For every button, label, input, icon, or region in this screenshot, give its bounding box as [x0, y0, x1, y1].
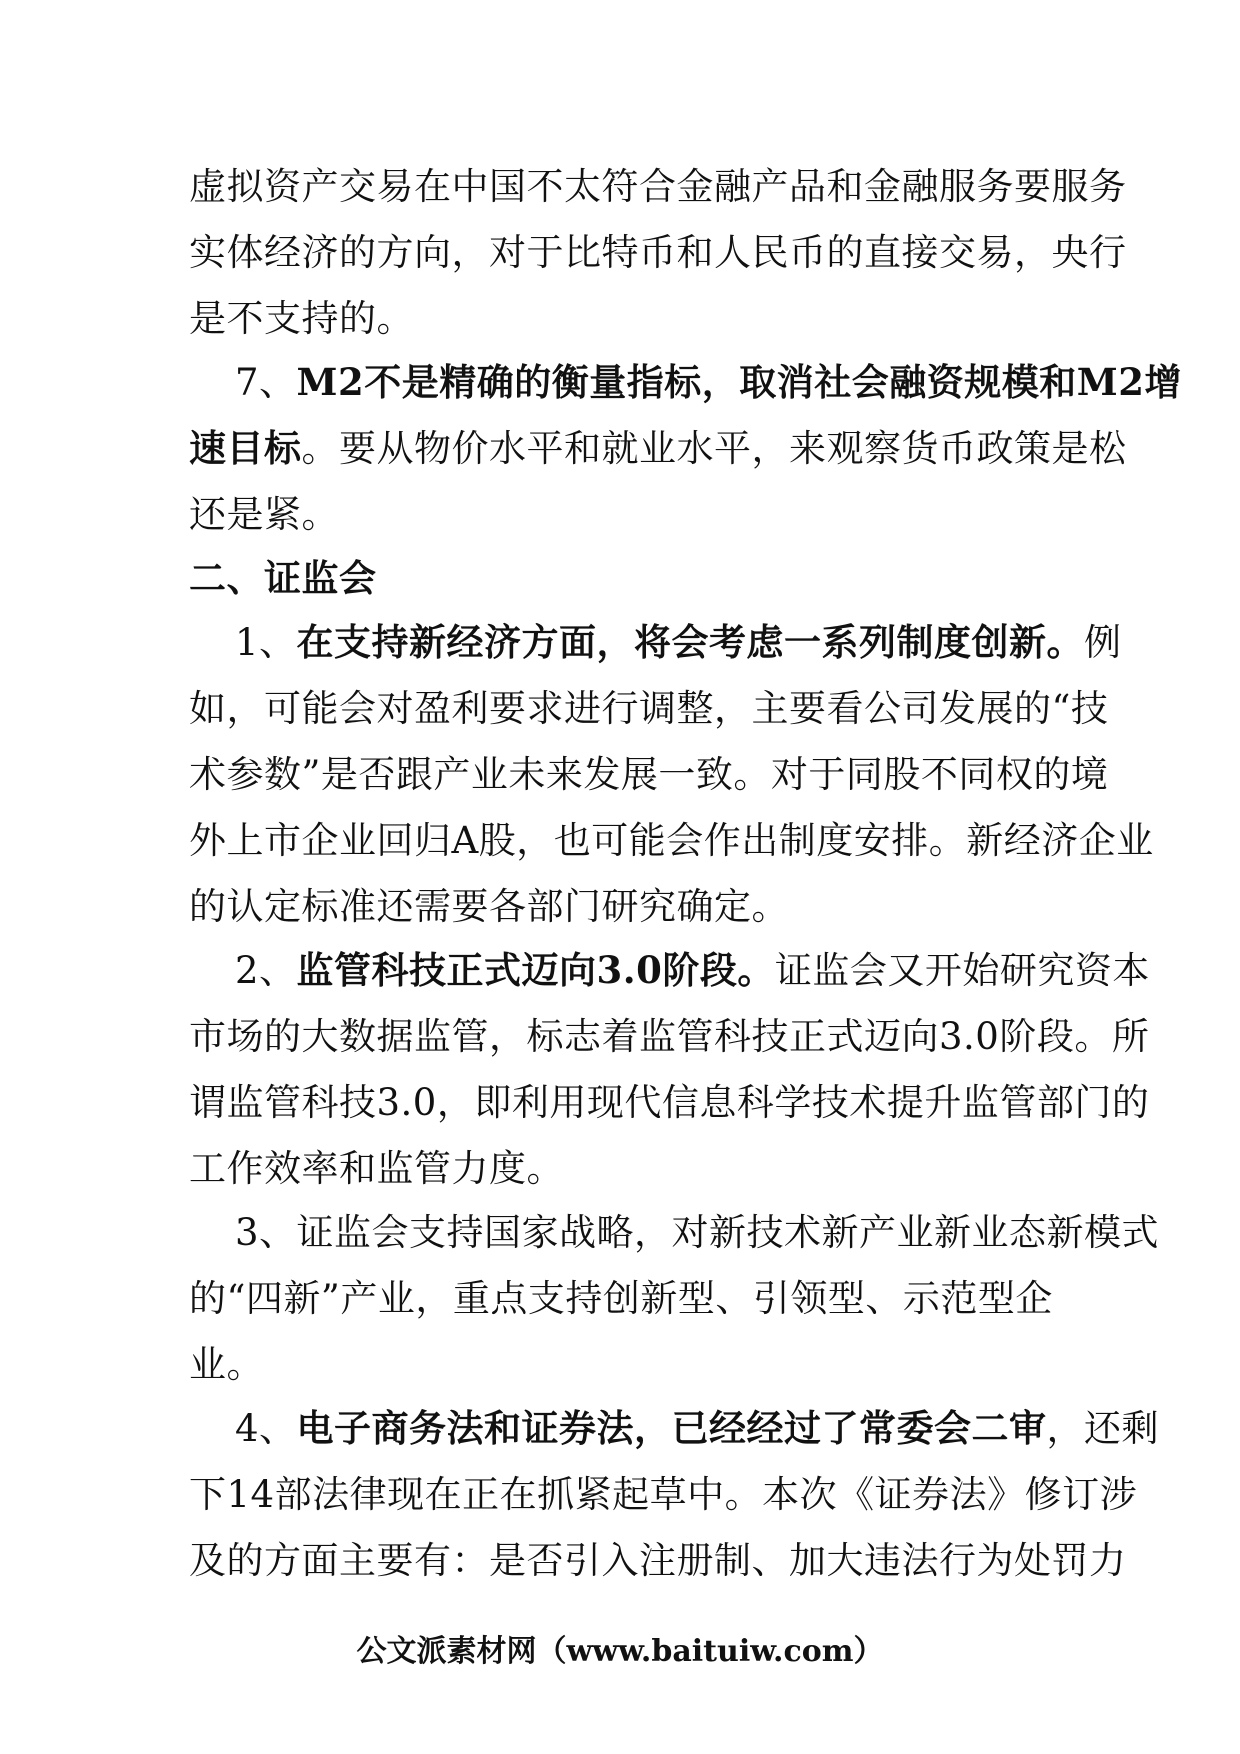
- item-7-bold-text: 速目标: [189, 426, 302, 470]
- item-7-text: 。要从物价水平和就业水平，来观察货币政策是松: [301, 427, 1127, 470]
- item-4-bold-text: 电子商务法和证券法，已经经过了常委会二审: [296, 1406, 1047, 1450]
- item-1-text: 例: [1084, 621, 1122, 664]
- footer-source: 公文派素材网（www.baituiw.com）: [356, 1634, 884, 1669]
- text-line: 及的方面主要有：是否引入注册制、加大违法行为处罚力: [189, 1539, 1127, 1582]
- text-line: 工作效率和监管力度。: [189, 1147, 564, 1190]
- item-7-bold-text: M2不是精确的衡量指标，取消社会融资规模和M2增: [296, 360, 1182, 404]
- text-line: 是不支持的。: [189, 297, 414, 340]
- text-line: 术参数”是否跟产业未来发展一致。对于同股不同权的境: [189, 753, 1109, 796]
- text-line: 外上市企业回归A股，也可能会作出制度安排。新经济企业: [189, 819, 1154, 862]
- item-number: 1、: [235, 621, 297, 664]
- section-heading: 二、证监会: [189, 556, 377, 600]
- text-line: 如，可能会对盈利要求进行调整，主要看公司发展的“技: [189, 687, 1109, 730]
- text-line: 实体经济的方向，对于比特币和人民币的直接交易，央行: [189, 231, 1127, 274]
- item-2-text: 证监会又开始研究资本: [774, 949, 1150, 992]
- text-line: 虚拟资产交易在中国不太符合金融产品和金融服务要服务: [189, 165, 1127, 208]
- text-line: 的认定标准还需要各部门研究确定。: [189, 885, 789, 928]
- text-line: 的“四新”产业，重点支持创新型、引领型、示范型企: [189, 1277, 1053, 1320]
- item-4-line-1: [189, 1406, 1160, 1451]
- text-line: 业。: [189, 1343, 264, 1386]
- item-7-line-2: [189, 426, 1127, 471]
- item-number: 7、: [235, 361, 297, 404]
- text-line: 还是紧。: [189, 493, 339, 536]
- item-3-line-1: 3、证监会支持国家战略，对新技术新产业新业态新模式: [235, 1211, 1160, 1254]
- text-line: 谓监管科技3.0，即利用现代信息科学技术提升监管部门的: [189, 1081, 1150, 1124]
- item-number: 2、: [235, 949, 297, 992]
- item-1-line-1: [189, 620, 1122, 665]
- text-line: 市场的大数据监管，标志着监管科技正式迈向3.0阶段。所: [189, 1015, 1150, 1058]
- item-4-text: ，还剩: [1046, 1407, 1160, 1450]
- document-body: [189, 164, 1182, 1583]
- item-number: 4、: [235, 1407, 297, 1450]
- text-line: 下14部法律现在正在抓紧起草中。本次《证券法》修订涉: [189, 1473, 1138, 1516]
- item-2-line-1: [189, 948, 1150, 993]
- item-7-line-1: [189, 360, 1182, 405]
- item-1-bold-text: 在支持新经济方面，将会考虑一系列制度创新。: [296, 620, 1085, 664]
- item-2-bold-text: 监管科技正式迈向3.0阶段。: [296, 948, 775, 992]
